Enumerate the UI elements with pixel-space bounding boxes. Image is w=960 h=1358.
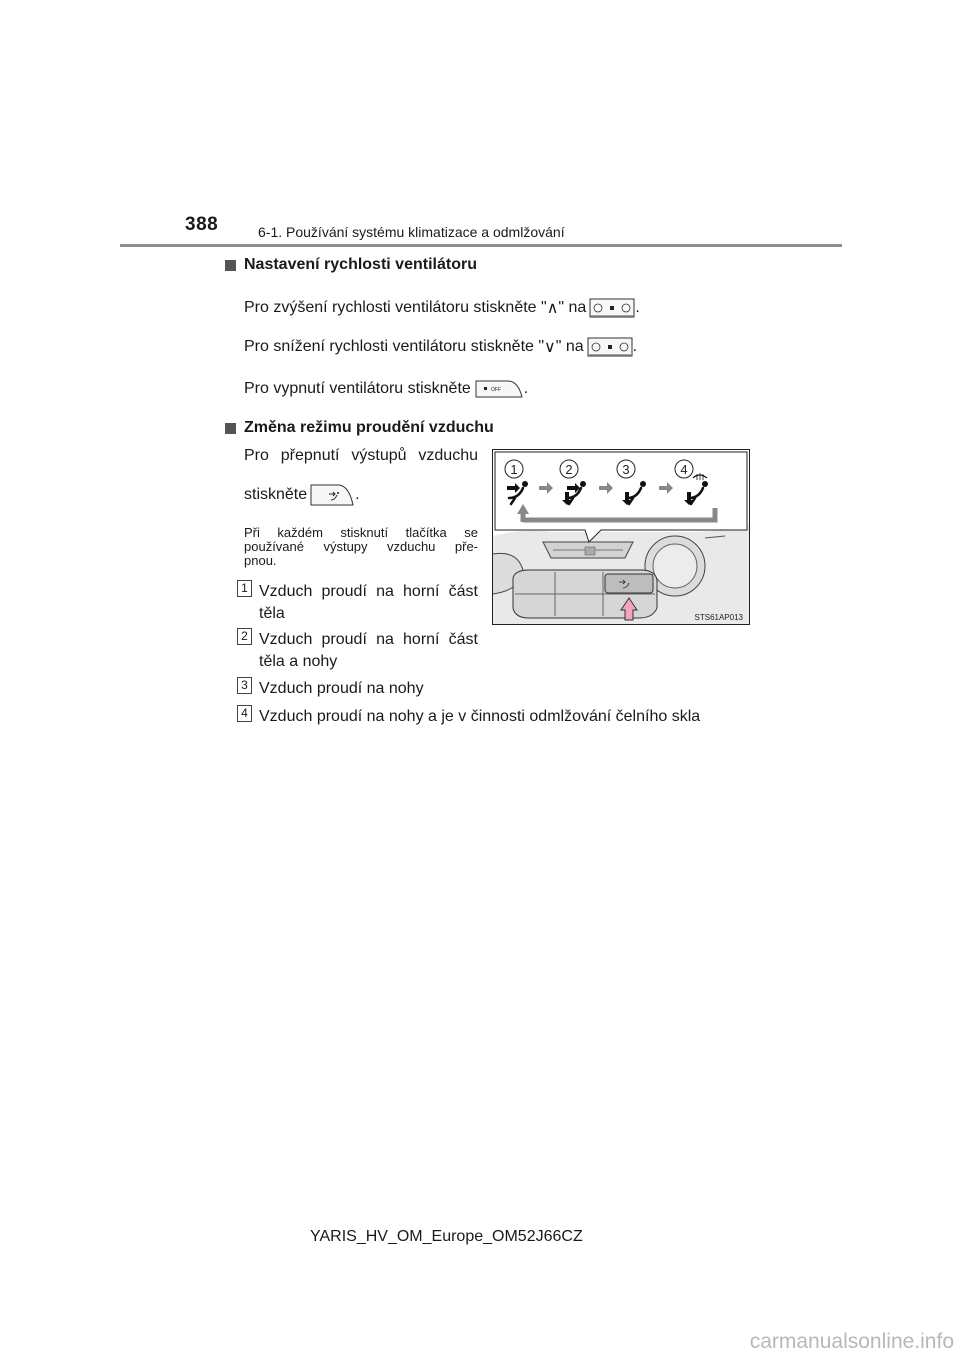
list-item-text: Vzduch proudí na nohy <box>259 680 424 697</box>
airflow-mode-button-icon <box>309 482 355 508</box>
airflow-note <box>244 526 478 568</box>
fan-off-line <box>244 378 528 400</box>
figure-label-1: 1 <box>510 462 518 477</box>
figure-label-2: 2 <box>565 462 573 477</box>
down-chevron-symbol: ∨ <box>544 339 556 356</box>
off-button-label: OFF <box>490 387 501 393</box>
list-item-text: Vzduch proudí na nohy a je v činnosti odmlžování čelního skla <box>259 708 701 725</box>
list-item-text: Vzduch proudí na horní část <box>259 583 478 600</box>
item-number-badge: 3 <box>237 677 252 694</box>
heading-bullet-icon <box>225 423 236 434</box>
list-item-text: Vzduch proudí na horní část <box>259 631 478 648</box>
fan-decrease-text-on: " na <box>555 338 584 355</box>
list-item-text: těla <box>259 605 285 622</box>
fan-increase-line <box>244 297 640 319</box>
fan-increase-text: Pro zvýšení rychlosti ventilátoru stiskněte " <box>244 299 547 316</box>
figure-code: STS61AP013 <box>694 613 743 622</box>
period: . <box>355 486 360 503</box>
airflow-intro-line2 <box>244 482 360 508</box>
header-divider <box>120 244 842 247</box>
heading-bullet-icon <box>225 260 236 271</box>
off-button-icon <box>474 378 524 400</box>
period: . <box>635 299 640 316</box>
fan-speed-heading-text: Nastavení rychlosti ventilátoru <box>244 256 477 273</box>
fan-speed-button-icon <box>587 336 633 358</box>
figure-label-3: 3 <box>622 462 630 477</box>
airflow-press-text: stiskněte <box>244 486 308 503</box>
up-chevron-symbol: ∧ <box>546 300 559 317</box>
airflow-heading <box>225 419 494 437</box>
note-line: používané výstupy vzduchu pře- <box>244 539 478 554</box>
airflow-intro-line1: Pro přepnutí výstupů vzduchu <box>244 447 478 464</box>
list-item <box>259 678 424 700</box>
fan-speed-button-icon <box>589 297 635 319</box>
item-number-badge: 2 <box>237 628 252 645</box>
airflow-illustration <box>493 450 749 624</box>
figure-label-4: 4 <box>680 462 688 477</box>
document-footer: YARIS_HV_OM_Europe_OM52J66CZ <box>310 1228 583 1245</box>
period: . <box>632 338 638 355</box>
list-item-text: těla a nohy <box>259 653 338 670</box>
note-line: Při každém stisknutí tlačítka se <box>244 525 478 540</box>
fan-decrease-line <box>244 336 637 358</box>
item-number-badge: 1 <box>237 580 252 597</box>
fan-decrease-text: Pro snížení rychlosti ventilátoru stiskněte " <box>244 338 545 355</box>
watermark: carmanualsonline.info <box>749 1330 954 1353</box>
list-item <box>259 706 700 728</box>
page-number: 388 <box>185 214 219 235</box>
list-item <box>259 581 478 625</box>
fan-speed-heading <box>225 256 477 274</box>
note-line: pnou. <box>244 553 277 568</box>
fan-increase-text-on: " na <box>558 299 587 316</box>
airflow-heading-text: Změna režimu proudění vzduchu <box>244 419 494 436</box>
period: . <box>523 380 529 397</box>
list-item <box>259 629 478 673</box>
section-title: 6-1. Používání systému klimatizace a odmlžování <box>258 224 565 240</box>
item-number-badge: 4 <box>237 705 252 722</box>
fan-off-text: Pro vypnutí ventilátoru stiskněte <box>244 380 471 397</box>
airflow-mode-figure <box>492 449 750 625</box>
